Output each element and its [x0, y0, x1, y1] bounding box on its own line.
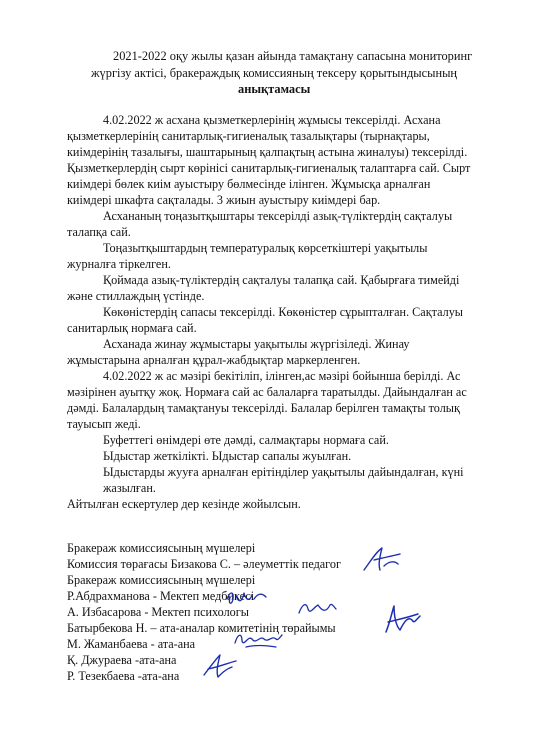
body-line-5: киімдері бөлек киім ауыстыру бөлмесінде ілінген. Жұмысқа арналған [67, 177, 431, 191]
body-line-4: Қызметкерлердің сырт көрінісі санитарлық-гигиеналық талаптарға сай. Сырт [67, 161, 471, 175]
body-line-7: Асхананың тоңазытқыштары тексерілді азық-түліктердің сақталуы [103, 209, 453, 223]
body-line-13: Көкөністердің сапасы тексерілді. Көкөністер сұрыпталған. Сақталуы [103, 305, 463, 319]
signature-psychologist [296, 597, 338, 619]
body-line-22: Ыдыстар жеткілікті. Ыдыстар сапалы жуылған. [103, 449, 352, 463]
body-line-2: қызметкерлерінің санитарлық-гигиеналық тазалықтары (тырнақтары, [67, 129, 430, 143]
signature-chair [360, 544, 404, 574]
member-line-parent-1: М. Жаманбаева - ата-ана [67, 637, 196, 651]
body-line-23: Ыдыстарды жууға арналған ерітінділер уақытылы дайындалған, күні [103, 465, 464, 479]
member-line-nurse: Р.Абдрахманова - Мектеп медбикесі [67, 589, 255, 603]
member-line-parents-chair: Батырбекова Н. – ата-аналар комитетінің төрайымы [67, 621, 336, 635]
body-line-10: журналға тіркелген. [67, 257, 171, 271]
body-line-16: жұмыстарына арналған құрал-жабдықтар маркерленген. [67, 353, 361, 367]
body-line-15: Асханада жинау жұмыстары уақытылы жүргізіледі. Жинау [103, 337, 410, 351]
body-line-1: 4.02.2022 ж асхана қызметкерлерінің жұмысы тексерілді. Асхана [103, 113, 441, 127]
body-line-11: Қоймада азық-түліктердің сақталуы талапқа сай. Қабырғаға тимейді [103, 273, 460, 287]
members-subheading: Бракераж комиссиясының мүшелері [67, 573, 256, 587]
body-line-17: 4.02.2022 ж ас мәзірі бекітіліп, ілінген,ас мәзірі бойынша берілді. Ас [103, 369, 461, 383]
body-line-6: киімдері шкафта сақталады. 3 жиын ауыстыру киімдері бар. [67, 193, 381, 207]
document-title-line-3: анықтамасы [238, 82, 311, 96]
member-line-psychologist: А. Избасарова - Мектеп психологы [67, 605, 249, 619]
body-line-14: санитарлық нормаға сай. [67, 321, 197, 335]
body-line-18: мәзірінен ауытқу жоқ. Нормаға сай ас балаларға таратылды. Дайындалған ас [67, 385, 467, 399]
body-line-20: тауысып жеді. [67, 417, 141, 431]
body-line-21: Буфеттегі өнімдері өте дәмді, салмақтары нормаға сай. [103, 433, 389, 447]
signature-parent-2 [200, 651, 240, 681]
member-line-parent-2: Қ. Джураева -ата-ана [67, 653, 177, 667]
body-line-8: талапқа сай. [67, 225, 131, 239]
body-line-24: жазылған. [103, 481, 156, 495]
member-line-parent-3: Р. Тезекбаева -ата-ана [67, 669, 180, 683]
signature-nurse [224, 585, 270, 609]
body-line-25: Айтылған ескертулер дер кезінде жойылсын. [67, 497, 301, 511]
body-line-19: дәмді. Балалардың тамақтануы тексерілді. Балалар берілген тамақты толық [67, 401, 460, 415]
document-title-line-1: 2021-2022 оқу жылы қазан айында тамақтану сапасына мониторинг [113, 49, 473, 63]
body-line-12: және стиллаждың үстінде. [67, 289, 205, 303]
member-line-chair: Комиссия төрағасы Бизакова С. – әлеуметтік педагог [67, 557, 341, 571]
body-line-3: киімдерінің тазалығы, шаштарының қалпақтың астына жиналуы) тексерілді. [67, 145, 468, 159]
document-title-line-2: жүргізу актісі, бракераждық комиссияның тексеру қорытындысының [91, 66, 458, 80]
signature-parent-1 [232, 627, 284, 651]
members-heading: Бракераж комиссиясының мүшелері [67, 541, 256, 555]
body-line-9: Тоңазытқыштардың температуралық көрсеткіштері уақытылы [103, 241, 428, 255]
signature-parents-chair [380, 602, 424, 636]
